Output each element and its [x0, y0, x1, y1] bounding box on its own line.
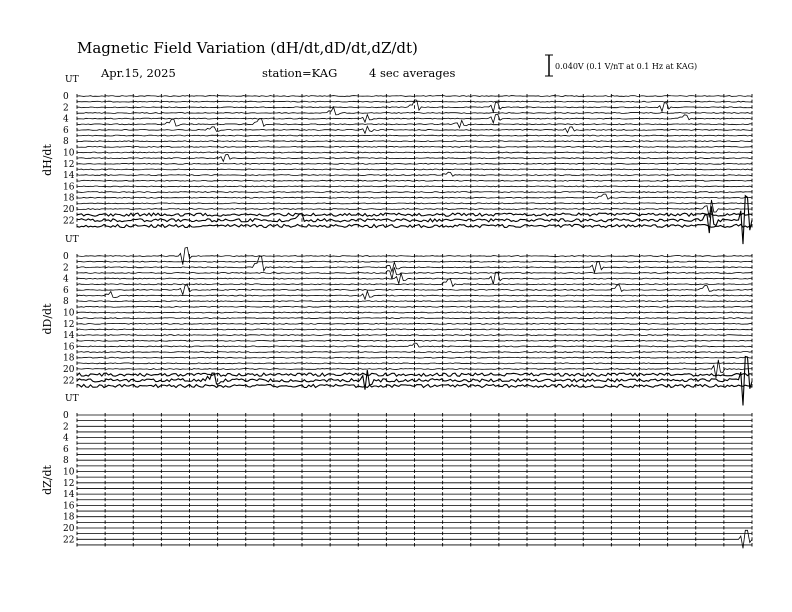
- hour-tick-label: 16: [63, 182, 75, 193]
- hour-tick-label: 0: [63, 92, 69, 102]
- ut-label: UT: [65, 75, 79, 85]
- hour-tick-label: 8: [63, 456, 69, 467]
- hour-tick-label: 6: [63, 444, 69, 455]
- hour-tick-label: 20: [63, 524, 75, 534]
- ut-label: UT: [65, 394, 79, 404]
- hour-tick-label: 22: [63, 376, 75, 387]
- hour-tick-label: 8: [63, 137, 69, 148]
- chart-date: Apr.15, 2025: [101, 66, 176, 80]
- chart-averaging: 4 sec averages: [369, 66, 456, 80]
- hour-tick-label: 6: [63, 125, 69, 136]
- chart-station: station=KAG: [262, 66, 338, 80]
- panel-title: dZ/dt: [41, 465, 54, 495]
- hour-tick-label: 22: [63, 535, 75, 546]
- hour-tick-label: 22: [63, 216, 75, 227]
- panels-group: [41, 75, 752, 548]
- hour-tick-label: 20: [63, 205, 75, 215]
- hour-tick-label: 2: [63, 103, 69, 114]
- hour-tick-label: 4: [63, 114, 69, 125]
- panel-title: dD/dt: [41, 303, 54, 335]
- hour-tick-label: 16: [63, 342, 75, 353]
- hour-tick-label: 8: [63, 297, 69, 308]
- hour-tick-label: 10: [63, 148, 75, 159]
- hour-tick-label: 0: [63, 252, 69, 262]
- trace-ticks: [77, 190, 752, 194]
- hour-tick-label: 10: [63, 308, 75, 319]
- panel-title: dH/dt: [41, 144, 54, 176]
- hour-tick-label: 18: [63, 353, 75, 364]
- hour-tick-label: 12: [63, 319, 75, 330]
- chart-title: Magnetic Field Variation (dH/dt,dD/dt,dZ/dt): [77, 39, 418, 57]
- scale-label: 0.040V (0.1 V/nT at 0.1 Hz at KAG): [555, 62, 698, 71]
- trace-ticks: [77, 277, 752, 281]
- hour-tick-label: 14: [63, 171, 75, 182]
- hour-tick-label: 4: [63, 274, 69, 285]
- hour-tick-label: 18: [63, 193, 75, 204]
- hour-tick-label: 4: [63, 433, 69, 444]
- hour-tick-label: 0: [63, 411, 69, 421]
- hour-tick-label: 20: [63, 365, 75, 375]
- hour-tick-label: 14: [63, 331, 75, 342]
- trace-hour-2: [77, 256, 752, 272]
- hour-tick-label: 18: [63, 512, 75, 523]
- scale-bar: [545, 55, 697, 76]
- trace-ticks: [77, 94, 752, 98]
- hour-tick-label: 16: [63, 501, 75, 512]
- hour-tick-label: 6: [63, 285, 69, 296]
- panel-dhdt: [41, 75, 752, 244]
- hour-tick-label: 2: [63, 263, 69, 274]
- hour-tick-label: 14: [63, 490, 75, 501]
- hour-tick-label: 10: [63, 467, 75, 478]
- panel-dzdt: [41, 394, 752, 548]
- ut-label: UT: [65, 235, 79, 245]
- hour-tick-label: 12: [63, 478, 75, 489]
- trace-ticks: [77, 282, 752, 286]
- trace-ticks: [77, 361, 752, 365]
- hour-tick-label: 2: [63, 422, 69, 433]
- panel-dddt: [41, 235, 752, 405]
- hour-tick-label: 12: [63, 159, 75, 170]
